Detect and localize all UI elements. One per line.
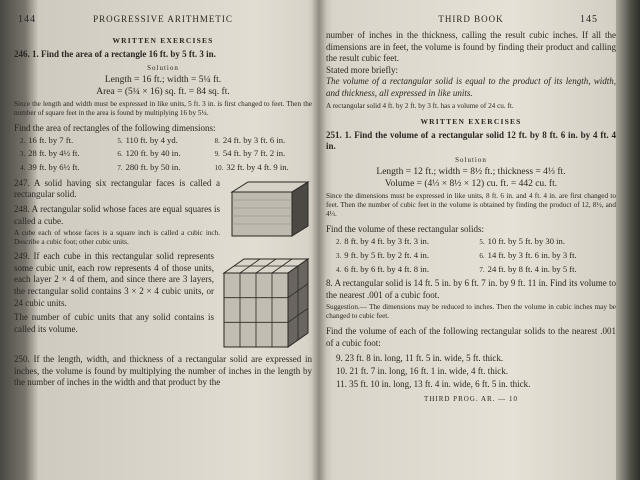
item-number: 6. [117,150,123,159]
item-number: 3. [336,251,342,260]
right-page [326,0,616,480]
left-header [14,14,312,34]
item-number: 7. [117,163,123,172]
item-value: 280 ft. by 50 in. [125,161,181,172]
solid-item [479,235,616,249]
volume-rule: The volume of a rectangular solid is equal to the product of its length, width, and thickness, all expressed in like units. [326,76,616,98]
page-footer: THIRD PROG. AR. — 10 [424,394,518,403]
dimension-item [215,161,312,174]
solid-item [479,263,616,277]
book-gutter [312,0,326,480]
item-value: 10 ft. by 5 ft. by 30 in. [487,236,565,247]
continued-text: number of inches in the thickness, calling the result cubic inches. If all the dimensions are in feet, the volume is found by finding their product and calling the result cubic feet. [326,30,616,64]
solution-label: Solution [147,63,179,72]
solution-label-right: Solution [455,155,487,164]
item-value: 14 ft. by 3 ft. 6 in. by 3 ft. [487,249,577,260]
dimension-item [215,134,312,147]
definition-248: 248. A rectangular solid whose faces are equal squares is called a cube. [14,203,220,226]
item-value: 54 ft. by 7 ft. 2 in. [222,148,286,159]
item-number: 2. [336,238,342,247]
item-number: 5. [479,238,485,247]
solid-item [479,249,616,263]
dimension-item [117,161,214,174]
para-249-block [14,251,312,351]
problem-246: 246. 1. Find the area of a rectangle 16 ft. by 5 ft. 3 in. [14,49,216,59]
exercise-item: 11. 35 ft. 10 in. long, 13 ft. 4 in. wide, 6 ft. 5 in. thick. [336,378,531,389]
paragraph-249: 249. If each cube in this rectangular solid represents some cubic unit, each row represents 4 of those units, each layer 2 × 4 of them, and since there are 3 layers, the rectangular solid contains 3 × 2 × 4 cubic units, or 24 cubic units. [14,251,214,308]
volume-solution-line-1: Length = 12 ft.; width = 8½ ft.; thickness = 4⅓ ft. [376,166,566,177]
rectangular-solid-figure [226,178,312,240]
item-number: 4. [336,265,342,274]
problem-251: 251. 1. Find the volume of a rectangular solid 12 ft. by 8 ft. 6 in. by 4 ft. 4 in. [326,129,616,152]
def-247-248-block [14,178,312,247]
dimension-item [215,147,312,160]
item-value: 16 ft. by 7 ft. [28,135,74,146]
item-value: 9 ft. by 5 ft. by 2 ft. 4 in. [344,249,429,260]
item-number: 5. [117,137,123,146]
cubic-foot-prompt: Find the volume of each of the following rectangular solids to the nearest .001 of a cubic foot: [326,326,616,348]
left-page [14,0,312,480]
written-exercises-heading: WRITTEN EXERCISES [112,36,214,45]
dimension-item [20,147,117,160]
right-page-number: 145 [580,14,598,25]
item-number: 8. [214,137,220,146]
volume-solution-line-2: Volume = (4⅓ × 8½ × 12) cu. ft. = 442 cu. ft. [384,178,558,189]
item-value: 8 ft. by 4 ft. by 3 ft. 3 in. [344,236,429,247]
item-number: 6. [479,251,485,260]
dimension-item [20,134,117,147]
paragraph-250: 250. If the length, width, and thickness of a rectangular solid are expressed in inches, the volume is found by multiplying the number of inches in the length by the number of inches in the width and that product by the [14,354,312,388]
problem-8: 8. A rectangular solid is 14 ft. 5 in. by 6 ft. 7 in. by 9 ft. 11 in. Find its volume to the nearest .001 of a cubic foot. [326,278,616,300]
note-246: Since the length and width must be expressed in like units, 5 ft. 3 in. is first changed to feet. Then the number of square feet in the area is found by multiplying 16 by 5¼. [14,99,312,117]
solid-item [336,249,479,263]
left-running-head: PROGRESSIVE ARITHMETIC [93,14,233,24]
right-header [326,14,616,34]
problems-9-11-list [336,352,616,391]
item-value: 28 ft. by 4½ ft. [28,148,80,159]
definition-247: 247. A solid having six rectangular faces is called a rectangular solid. [14,177,220,200]
note-248: A cube each of whose faces is a square inch is called a cubic inch. Describe a cubic foot; other cubic units. [14,229,220,247]
item-number: 4. [20,163,26,172]
solution-line-1: Length = 16 ft.; width = 5¼ ft. [104,74,222,85]
example-line: A rectangular solid 4 ft. by 2 ft. by 3 ft. has a volume of 24 cu. ft. [326,101,514,110]
item-value: 39 ft. by 6½ ft. [28,161,80,172]
dimension-item [117,134,214,147]
page-edges [616,0,640,480]
item-value: 32 ft. by 4 ft. 9 in. [226,161,289,172]
item-value: 6 ft. by 6 ft. by 4 ft. 8 in. [344,263,429,274]
volume-prompt: Find the volume of these rectangular solids: [326,223,484,234]
stated-briefly: Stated more briefly: [326,64,398,75]
solid-item [336,263,479,277]
suggestion-note: Suggestion.— The dimensions may be reduced to inches. Then the volume in cubic inches may be changed to cubic feet. [326,303,616,321]
right-running-head: THIRD BOOK [438,14,504,24]
left-page-number: 144 [18,14,36,25]
dimension-item [117,147,214,160]
item-value: 120 ft. by 40 in. [125,148,181,159]
volume-definition: The number of cubic units that any solid contains is called its volume. [14,312,214,334]
solids-list [336,235,616,276]
dimension-item [20,161,117,174]
item-number: 7. [479,265,485,274]
item-number: 10. [214,163,224,172]
solid-item [336,235,479,249]
solution-line-2: Area = (5¼ × 16) sq. ft. = 84 sq. ft. [96,86,230,97]
exercise-item: 9. 23 ft. 8 in. long, 11 ft. 5 in. wide, 5 ft. thick. [336,352,504,363]
item-number: 2. [20,137,26,146]
written-exercises-heading-right: WRITTEN EXERCISES [420,116,522,126]
item-number: 3. [20,150,26,159]
area-prompt: Find the area of rectangles of the following dimensions: [14,122,216,133]
item-number: 9. [214,150,220,159]
dimensions-list [20,134,312,174]
exercise-item: 10. 21 ft. 7 in. long, 16 ft. 1 in. wide, 4 ft. thick. [336,365,508,376]
note-251: Since the dimensions must be expressed in like units, 8 ft. 6 in. and 4 ft. 4 in. are first changed to feet. Then the number of cubic feet in the volume is obtained by finding the product of 12, 8½, and 4⅓. [326,191,616,218]
item-value: 24 ft. by 8 ft. 4 in. by 5 ft. [487,263,577,274]
item-value: 110 ft. by 4 yd. [125,135,178,146]
item-value: 24 ft. by 3 ft. 6 in. [222,135,286,146]
cube-stack-figure [220,251,312,351]
